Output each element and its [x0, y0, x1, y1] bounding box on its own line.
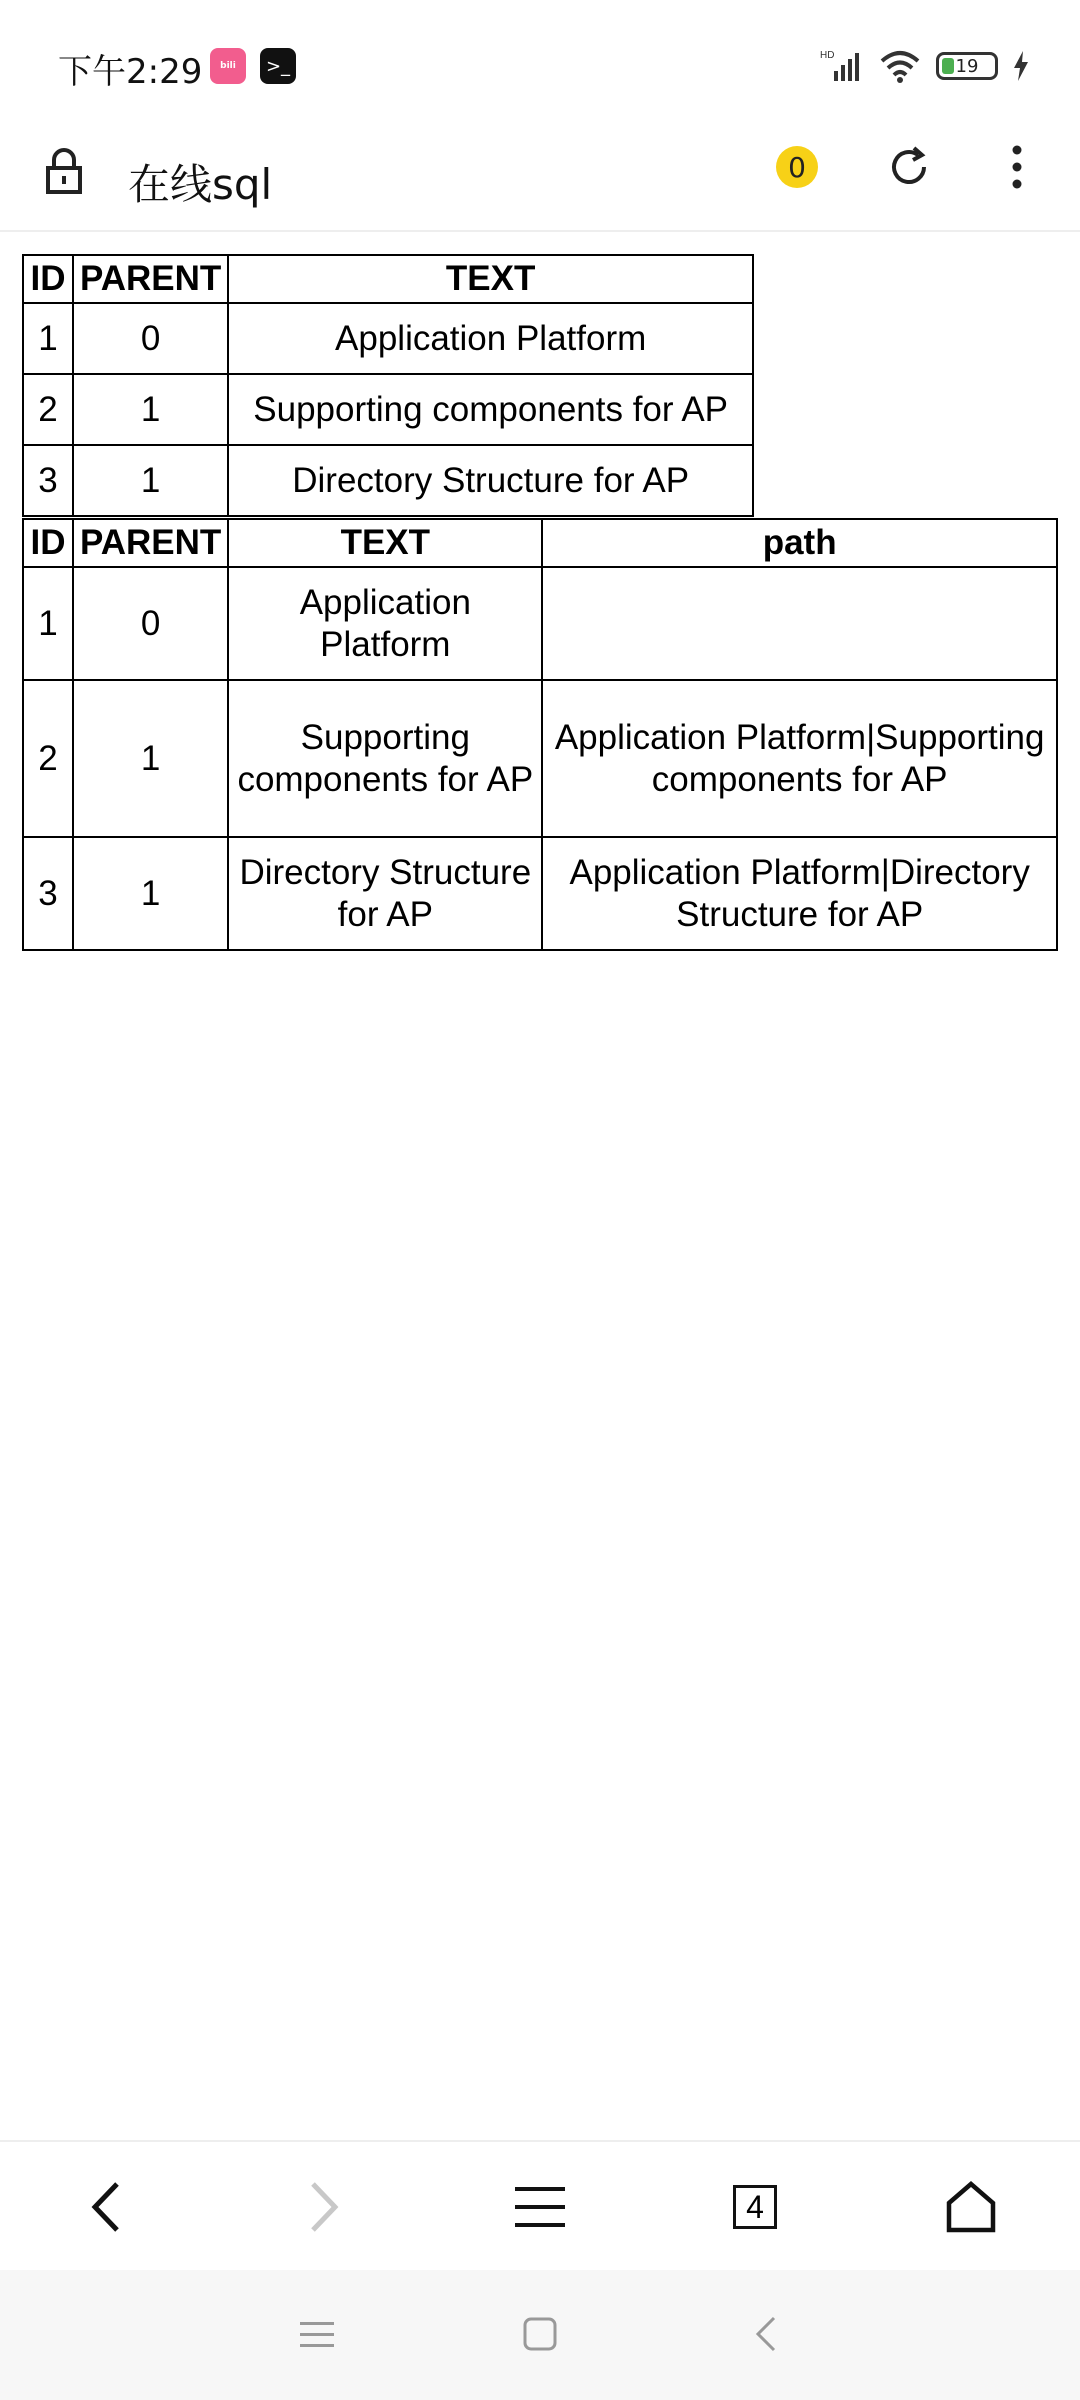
more-options-icon[interactable] [1000, 142, 1034, 192]
table-cell [542, 567, 1057, 680]
menu-icon [515, 2185, 565, 2229]
terminal-app-icon: >_ [260, 48, 296, 84]
table-cell: 1 [73, 837, 228, 950]
charging-icon [1012, 51, 1030, 81]
table-cell: Directory Structure for AP [228, 445, 753, 516]
table-cell: Application Platform|Directory Structure for AP [542, 837, 1057, 950]
table-cell: 1 [23, 567, 73, 680]
signal-icon [820, 49, 864, 83]
table-cell: 1 [73, 445, 228, 516]
status-icons [820, 46, 1030, 86]
browser-bottom-nav [0, 2140, 1080, 2270]
header-cell: ID [23, 255, 73, 303]
tabs-button[interactable] [720, 2172, 790, 2242]
page-title[interactable]: 在线sql [128, 160, 273, 209]
browser-toolbar [0, 130, 1080, 232]
table-cell: 3 [23, 445, 73, 516]
chevron-right-icon [303, 2180, 343, 2234]
header-cell: PARENT [73, 519, 228, 567]
header-cell: PARENT [73, 255, 228, 303]
notification-badge[interactable]: 0 [776, 146, 818, 188]
lock-icon[interactable] [44, 148, 84, 194]
status-time: 下午2:29 [58, 52, 203, 92]
table-header-row [23, 519, 1057, 567]
reload-icon[interactable] [884, 142, 934, 192]
header-cell: TEXT [228, 519, 542, 567]
wifi-icon [878, 49, 922, 83]
table-cell: 3 [23, 837, 73, 950]
table-cell: 1 [23, 303, 73, 374]
home-icon [945, 2181, 997, 2233]
table-header-row [23, 255, 753, 303]
back-button[interactable] [72, 2172, 142, 2242]
table-cell: 0 [73, 303, 228, 374]
battery-icon [936, 52, 998, 80]
header-cell: TEXT [228, 255, 753, 303]
home-button[interactable] [936, 2172, 1006, 2242]
table-cell: Application Platform [228, 303, 753, 374]
table-cell: 1 [73, 680, 228, 837]
table-cell: Supporting components for AP [228, 374, 753, 445]
home-square-icon[interactable] [523, 2317, 557, 2351]
table-cell: Supporting components for AP [228, 680, 542, 837]
result-table-1 [22, 254, 754, 517]
table-cell: Directory Structure for AP [228, 837, 542, 950]
table-cell: 2 [23, 680, 73, 837]
table-row [23, 445, 753, 516]
table-cell: Application Platform|Supporting components for AP [542, 680, 1057, 837]
table-row [23, 837, 1057, 950]
table-cell: 2 [23, 374, 73, 445]
result-table-2 [22, 518, 1058, 951]
header-cell: ID [23, 519, 73, 567]
table-row [23, 303, 753, 374]
table-row [23, 680, 1057, 837]
forward-button[interactable] [288, 2172, 358, 2242]
system-nav-bar [0, 2270, 1080, 2400]
menu-button[interactable] [505, 2172, 575, 2242]
header-cell: path [542, 519, 1057, 567]
table-cell: 1 [73, 374, 228, 445]
network-label: HD [820, 50, 835, 61]
table-row [23, 567, 1057, 680]
table-row [23, 374, 753, 445]
table-cell: Application Platform [228, 567, 542, 680]
bilibili-app-icon: bili [210, 48, 246, 84]
status-bar [0, 0, 1080, 130]
recents-icon[interactable] [300, 2320, 334, 2350]
system-back-icon[interactable] [754, 2316, 778, 2352]
tab-count: 4 [733, 2185, 777, 2229]
chevron-left-icon [87, 2180, 127, 2234]
table-cell: 0 [73, 567, 228, 680]
battery-level: 19 [955, 55, 979, 77]
